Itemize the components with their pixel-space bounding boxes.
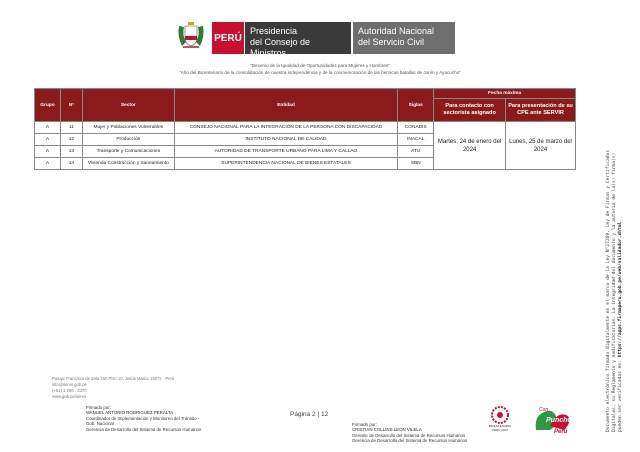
cell-sector: Vivienda Construcción y Saneamiento [82, 158, 174, 170]
notice-line2: Digitales, su Reglamento y modificatorias. La integridad del documento y la autoría de la(s) firma(s) [611, 152, 617, 432]
slogan-bicentenario: "Año del Bicentenario de la consolidación de nuestra independencia y de la conmemoración de las heroicas batallas de Junín y Ayacucho" [179, 70, 461, 75]
cell-n: 11 [60, 122, 82, 134]
cell-entidad: INSTITUTO NACIONAL DE CALIDAD [174, 134, 397, 146]
cell-n: 13 [60, 146, 82, 158]
header-fecha-maxima: Fecha máxima [434, 89, 576, 99]
header-presentacion: Para presentación de su CPE ante SERVIR [506, 99, 576, 122]
cell-fecha-presentacion: Lunes, 25 de marzo del 2024 [506, 122, 576, 170]
cell-siglas: SBN [398, 158, 434, 170]
cell-n: 14 [60, 158, 82, 170]
peru-label: PERÚ [214, 32, 242, 44]
header-sector: Sector [82, 89, 174, 122]
cell-grupo: A [35, 122, 61, 134]
con-punche-peru-logo-icon [530, 402, 574, 436]
sig1-role2: Gob. Nacional [86, 421, 114, 427]
svg-text:Con: Con [539, 407, 549, 413]
address-line: Pasaje Francisco de Zela 150 Piso 10, Jesús María, 15072 - Perú [52, 376, 175, 381]
cell-sector: Transporte y Comunicaciones [82, 146, 174, 158]
cell-siglas: CONADIS [398, 122, 434, 134]
cell-fecha-contacto: Martes, 24 de enero del 2024 [434, 122, 506, 170]
cell-grupo: A [35, 146, 61, 158]
svg-text:BICENTENARIO: BICENTENARIO [488, 424, 512, 428]
header-siglas: Siglas [398, 89, 434, 122]
slogan-decenio: "Decenio de la Igualdad de Oportunidades para Mujeres y Hombres" [250, 63, 390, 68]
sig1-role3: Gerencia de Desarrollo del Sistema de Recursos Humanos [86, 426, 202, 432]
cell-n: 12 [60, 134, 82, 146]
entities-table [34, 88, 576, 170]
notice-line3 [618, 72, 624, 432]
cell-sector: Producción [82, 134, 174, 146]
sig2-label: Firmado por: [352, 422, 377, 427]
validator-link[interactable]: https://apps.firmaperu.gob.pe/web/validador.xhtml [617, 221, 623, 358]
header-n: N° [60, 89, 82, 122]
presidencia-line2: del Consejo de Ministros [250, 37, 311, 58]
sig2-role1: Gerente de Desarrollo del Sistema de Recursos Humanos [352, 432, 466, 438]
peru-coat-of-arms-icon [176, 20, 206, 52]
website-line: www.gob.pe/servir [52, 394, 87, 399]
cell-siglas: INACAL [398, 134, 434, 146]
cell-entidad: CONSEJO NACIONAL PARA LA INTEGRACIÓN DE LA PERSONA CON DISCAPACIDAD [174, 122, 397, 134]
signature-block-1 [86, 405, 201, 432]
sig2-name: CRISTIAN COLLINS LEON VILELA [352, 427, 422, 433]
cell-grupo: A [35, 134, 61, 146]
autoridad-box [353, 22, 455, 54]
page-number: Página 2 | 12 [290, 411, 329, 418]
notice-line3-prefix: pueden ser verificadas en: [617, 360, 623, 432]
sig2-role2: Gerencia de Desarrollo del Sistema de Recursos Humanos [352, 438, 468, 444]
svg-text:PERÚ 2024: PERÚ 2024 [492, 428, 508, 432]
cell-siglas: ATU [398, 146, 434, 158]
bicentenario-logo-icon [486, 405, 514, 433]
cell-entidad: SUPERINTENDENCIA NACIONAL DE BIENES ESTATALES [174, 158, 397, 170]
autoridad-line2: del Servicio Civil [358, 37, 425, 47]
presidencia-line1: Presidencia [250, 26, 298, 36]
header-grupo: Grupo [35, 89, 61, 122]
presidencia-box [245, 22, 351, 58]
cell-sector: Mujer y Poblaciones Vulnerables [82, 122, 174, 134]
autoridad-line1: Autoridad Nacional [358, 26, 435, 36]
peru-brand-box [212, 22, 244, 54]
sig1-label: Firmado por: [86, 405, 111, 410]
email-line: info@servir.gob.pe [52, 382, 87, 387]
notice-line1: Documento electrónico firmado digitalmente en el marco de la Ley N°27269, Ley de Firmas y Certificados [606, 149, 611, 432]
svg-text:Perú: Perú [554, 429, 568, 435]
svg-text:Punche: Punche [546, 417, 572, 424]
sig1-name: MANUEL ANTONIO RODRIGUEZ PERALTA [86, 410, 174, 416]
cell-entidad: AUTORIDAD DE TRANSPORTE URBANO PARA LIMA Y CALLAO [174, 146, 397, 158]
digital-signature-notice [606, 72, 623, 432]
phone-line: (+51) 1 206 - 3370 [52, 388, 87, 393]
header-contacto: Para contacto con sectorista asignado [434, 99, 506, 122]
signature-block-2 [352, 422, 467, 444]
address-block [52, 376, 174, 400]
cell-grupo: A [35, 158, 61, 170]
table-row [35, 122, 576, 134]
header-entidad: Entidad [174, 89, 397, 122]
sig1-role1: Coordinador de Implementación y Monitoreo del Tránsito - [86, 415, 200, 421]
